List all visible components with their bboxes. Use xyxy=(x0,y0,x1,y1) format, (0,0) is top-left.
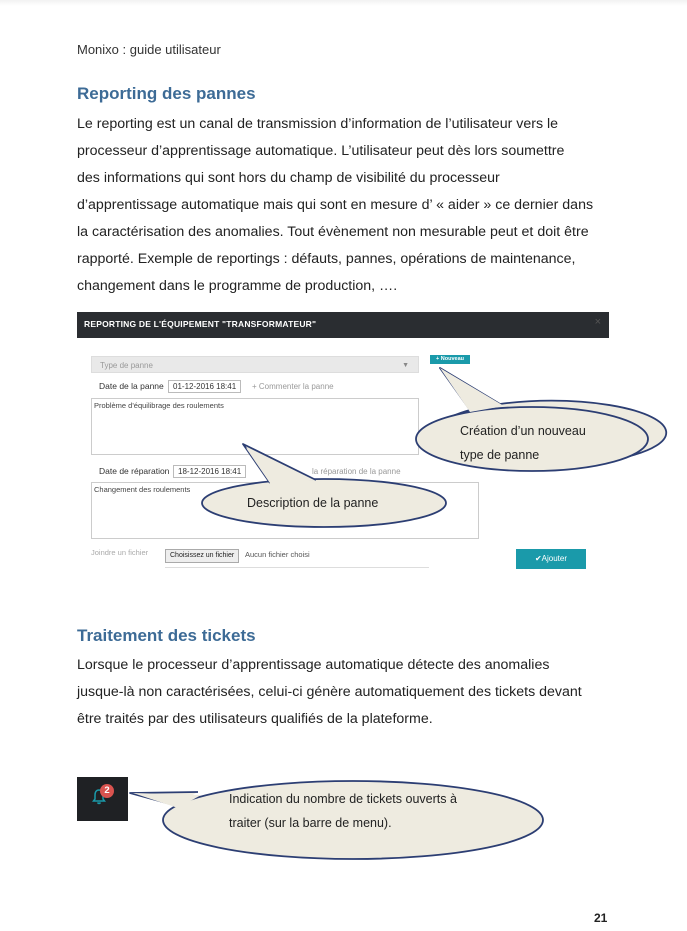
page-number: 21 xyxy=(594,911,608,925)
repair-date-field[interactable]: 18-12-2016 18:41 xyxy=(173,465,246,478)
close-icon[interactable]: × xyxy=(594,316,601,328)
comment-fault-link[interactable]: + Commenter la panne xyxy=(252,382,334,391)
fault-date-field[interactable]: 01-12-2016 18:41 xyxy=(168,380,241,393)
attach-file-label: Joindre un fichier xyxy=(91,548,149,557)
comment-repair-link[interactable]: la réparation de la panne xyxy=(312,467,401,476)
body-line: des informations qui sont hors du champ de visibilité du processeur xyxy=(77,170,500,186)
callout-tickets-text xyxy=(229,787,457,835)
callout-description-text: Description de la panne xyxy=(247,496,379,510)
fault-date-label: Date de la panne xyxy=(99,381,164,391)
body-line: jusque-là non caractérisées, celui-ci génère automatiquement des tickets devant xyxy=(77,684,582,700)
modal-title: REPORTING DE L'ÉQUIPEMENT "TRANSFORMATEUR" xyxy=(84,319,317,329)
chevron-down-icon: ▼ xyxy=(402,362,409,369)
choose-file-button[interactable]: Choisissez un fichier xyxy=(165,549,239,563)
body-line: Lorsque le processeur d’apprentissage automatique détecte des anomalies xyxy=(77,657,550,673)
section-heading-tickets: Traitement des tickets xyxy=(77,626,256,645)
repair-description-textarea[interactable]: Changement des roulements xyxy=(91,482,479,539)
repair-date-label: Date de réparation xyxy=(99,466,170,476)
running-header: Monixo : guide utilisateur xyxy=(77,42,221,57)
body-line: rapporté. Exemple de reportings : défauts, pannes, opérations de maintenance, xyxy=(77,251,576,267)
fault-description-textarea[interactable]: Problème d'équilibrage des roulements xyxy=(91,398,419,455)
file-status: Aucun fichier choisi xyxy=(245,550,310,559)
new-type-button[interactable]: + Nouveau xyxy=(430,355,470,364)
body-line: Le reporting est un canal de transmission d’information de l’utilisateur vers le xyxy=(77,116,559,132)
menu-bar-notification[interactable] xyxy=(77,777,128,821)
callout-new-type-line2: type de panne xyxy=(460,448,540,462)
add-button[interactable]: ✔Ajouter xyxy=(516,549,586,569)
section-heading-reporting: Reporting des pannes xyxy=(77,84,256,103)
section-tickets-body xyxy=(77,652,617,733)
callout-new-type-line1: Création d’un nouveau xyxy=(460,424,586,438)
callout-tickets-line2: traiter (sur la barre de menu). xyxy=(229,816,392,830)
body-line: changement dans le programme de production, …. xyxy=(77,278,398,294)
body-line: être traités par des utilisateurs qualifiés de la plateforme. xyxy=(77,711,433,727)
callout-tickets-line1: Indication du nombre de tickets ouverts à xyxy=(229,792,457,806)
fault-type-placeholder: Type de panne xyxy=(100,361,153,370)
body-line: la caractérisation des anomalies. Tout évènement non mesurable peut et doit être xyxy=(77,224,589,240)
callout-new-type-text xyxy=(460,419,586,467)
body-line: processeur d’apprentissage automatique. L’utilisateur peut dès lors soumettre xyxy=(77,143,565,159)
body-line: d’apprentissage automatique mais qui sont en mesure d’ « aider » ce dernier dans xyxy=(77,197,594,213)
ticket-count-badge: 2 xyxy=(100,784,114,798)
